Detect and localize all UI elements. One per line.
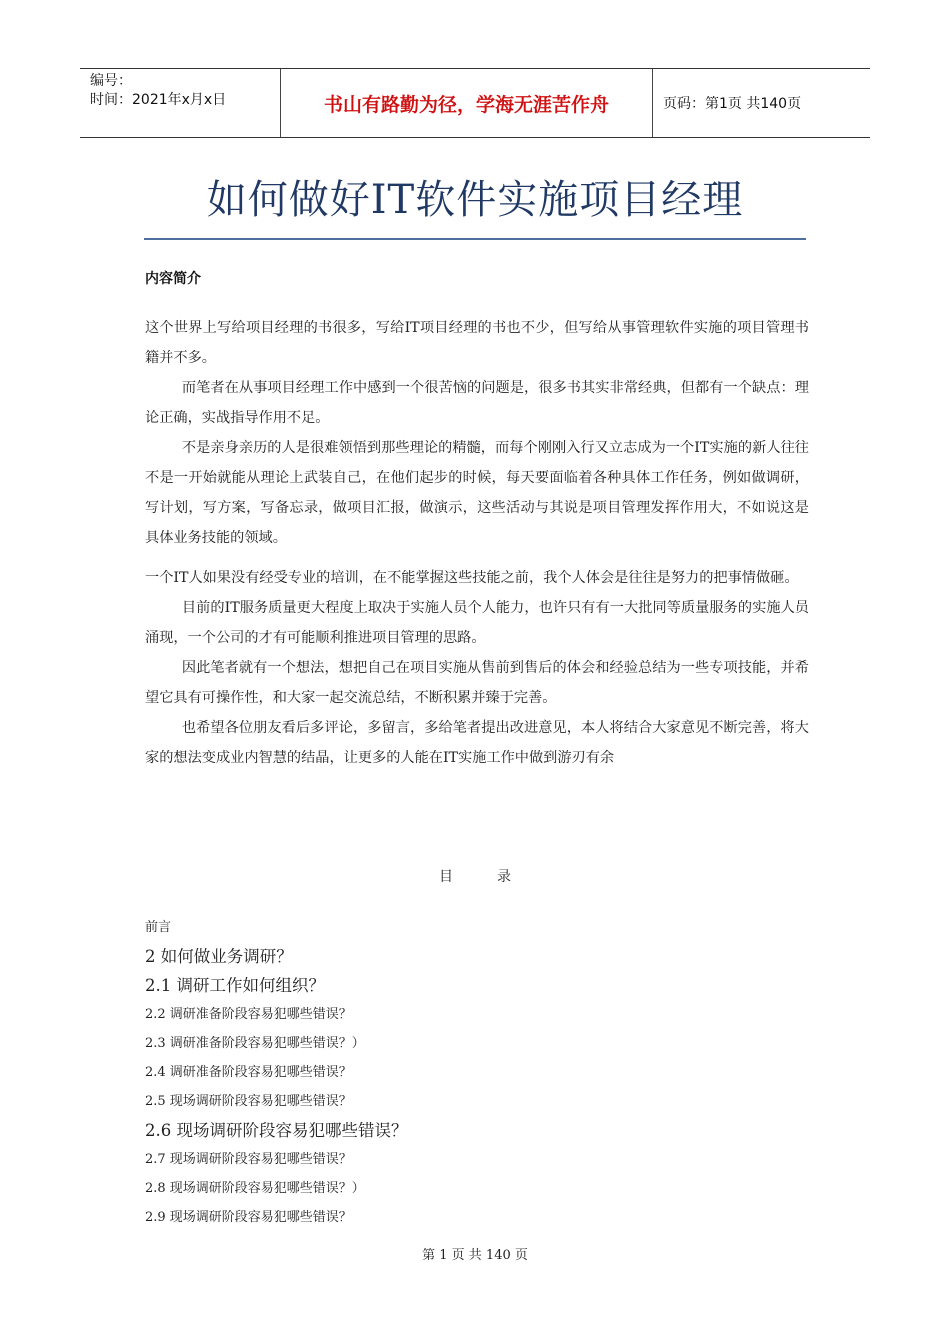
toc-entry[interactable]: 2 如何做业务调研？ xyxy=(145,947,293,966)
header-page-info: 页码：第1页 共140页 xyxy=(663,96,802,112)
document-title: 如何做好IT软件实施项目经理 xyxy=(206,177,744,223)
toc-entry[interactable]: 2.2 调研准备阶段容易犯哪些错误？ xyxy=(145,1007,352,1022)
paragraph: 目前的IT服务质量更大程度上取决于实施人员个人能力，也许只有有一大批同等质量服务的实施人员涌现，一个公司的才有可能顺利推进项目管理的思路。 xyxy=(145,600,809,646)
toc-entry[interactable]: 2.3 调研准备阶段容易犯哪些错误？） xyxy=(145,1036,365,1051)
paragraph: 这个世界上写给项目经理的书很多，写给IT项目经理的书也不少，但写给从事管理软件实施的项目管理书籍并不多。 xyxy=(145,320,809,366)
toc-entry[interactable]: 2.1 调研工作如何组织？ xyxy=(145,976,325,995)
section-heading: 内容简介 xyxy=(145,271,201,287)
intro-block-1 xyxy=(145,313,809,553)
toc-entry[interactable]: 2.6 现场调研阶段容易犯哪些错误？ xyxy=(145,1121,408,1140)
intro-block-2 xyxy=(145,563,809,773)
paragraph: 不是亲身亲历的人是很难领悟到那些理论的精髓，而每个刚刚入行又立志成为一个IT实施的新人往往不是一开始就能从理论上武装自己，在他们起步的时候，每天要面临着各种具体工作任务，例如做调研，写计划，写方案，写备忘录，做项目汇报，做演示，这些活动与其说是项目管理发挥作用大，不如说这是具体业务技能的领域。 xyxy=(145,440,809,546)
paragraph: 因此笔者就有一个想法，想把自己在项目实施从售前到售后的体会和经验总结为一些专项技能，并希望它具有可操作性，和大家一起交流总结，不断积累并臻于完善。 xyxy=(145,660,809,706)
toc-entry[interactable]: 2.8 现场调研阶段容易犯哪些错误？） xyxy=(145,1181,365,1196)
header-meta xyxy=(80,69,280,137)
toc-entry[interactable]: 2.7 现场调研阶段容易犯哪些错误？ xyxy=(145,1152,352,1167)
toc-title-char: 目 xyxy=(439,869,453,885)
paragraph: 一个IT人如果没有经受专业的培训，在不能掌握这些技能之前，我个人体会是往往是努力的把事情做砸。 xyxy=(145,570,799,586)
title-divider xyxy=(144,238,806,240)
paragraph: 而笔者在从事项目经理工作中感到一个很苦恼的问题是，很多书其实非常经典，但都有一个缺点：理论正确，实战指导作用不足。 xyxy=(145,380,809,426)
toc-entry[interactable]: 2.9 现场调研阶段容易犯哪些错误？ xyxy=(145,1210,352,1225)
paragraph: 也希望各位朋友看后多评论，多留言，多给笔者提出改进意见，本人将结合大家意见不断完善，将大家的想法变成业内智慧的结晶，让更多的人能在IT实施工作中做到游刃有余 xyxy=(145,720,809,766)
toc-entry[interactable]: 2.4 调研准备阶段容易犯哪些错误？ xyxy=(145,1065,352,1080)
toc-title xyxy=(0,866,950,886)
toc-entry[interactable]: 2.5 现场调研阶段容易犯哪些错误？ xyxy=(145,1094,352,1109)
toc-entry[interactable]: 前言 xyxy=(145,920,172,935)
page-footer: 第 1 页 共 140 页 xyxy=(422,1248,528,1263)
header-motto: 书山有路勤为径，学海无涯苦作舟 xyxy=(280,69,653,137)
document-header xyxy=(80,68,870,138)
code-label: 编号： xyxy=(90,73,132,89)
table-of-contents xyxy=(145,913,805,1232)
toc-title-char: 录 xyxy=(497,869,511,885)
time-label: 时间：2021年x月x日 xyxy=(90,92,227,108)
